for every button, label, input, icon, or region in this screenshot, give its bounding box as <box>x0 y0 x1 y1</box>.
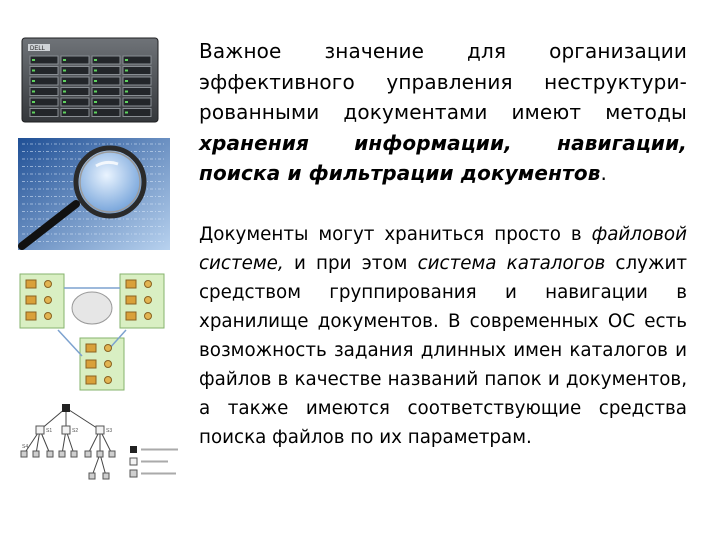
tree-node-label: S3 <box>106 428 113 434</box>
hierarchy-tree-image <box>18 400 190 482</box>
paragraph-intro <box>199 36 687 189</box>
drive-bay <box>92 77 120 85</box>
tree-node-label: S4 <box>22 444 29 450</box>
drive-bay <box>30 56 58 64</box>
drive-bay <box>30 109 58 117</box>
drive-bay <box>61 56 89 64</box>
drive-bay <box>123 56 151 64</box>
drive-bay <box>30 88 58 96</box>
tree-node-label: S1 <box>46 428 53 434</box>
drive-bay <box>92 56 120 64</box>
drive-bay <box>61 109 89 117</box>
intro-emphasis: хранения информации, навигации, поиска и фильтрации документов <box>199 130 687 185</box>
illustration-column <box>0 0 195 540</box>
drive-bay <box>30 77 58 85</box>
intro-lead: Важное значение для организации эффективного управления неструктури-рованными документами имеют методы <box>199 39 687 124</box>
drive-bay <box>92 88 120 96</box>
drive-bay <box>123 67 151 75</box>
drive-bay <box>92 109 120 117</box>
network-diagram-image <box>18 268 188 393</box>
drive-bay <box>61 77 89 85</box>
drive-bay <box>61 98 89 106</box>
drive-bay <box>123 109 151 117</box>
fs-emphasis-file-system: файловой системе, <box>199 223 687 274</box>
intro-tail: . <box>600 161 608 185</box>
drive-bay <box>61 88 89 96</box>
drive-bay <box>123 98 151 106</box>
drive-bay <box>123 88 151 96</box>
fs-text-2: и при этом <box>283 252 418 274</box>
fs-text-1: Документы могут храниться просто в <box>199 223 592 245</box>
fs-text-3: служит средством группирования и навигации в хранилище документов. В современных ОС есть возможность задания длинных имен каталогов и файлов в качестве названий папок и документов, а также имеются соответствующие средства поиска файлов по их параметрам. <box>199 252 687 448</box>
drive-bay <box>123 77 151 85</box>
fs-emphasis-catalog-system: система каталогов <box>417 252 606 274</box>
magnifying-glass-image <box>18 138 170 250</box>
server-logo: DELL <box>30 46 46 52</box>
drive-bay <box>30 67 58 75</box>
server-rack-image <box>20 36 160 124</box>
drive-bay <box>92 67 120 75</box>
paragraph-file-system <box>199 220 687 452</box>
content-text <box>199 36 687 452</box>
drive-bay <box>30 98 58 106</box>
drive-bay <box>61 67 89 75</box>
tree-legend <box>130 446 178 477</box>
drive-bay <box>92 98 120 106</box>
tree-node-label: S2 <box>72 428 79 434</box>
